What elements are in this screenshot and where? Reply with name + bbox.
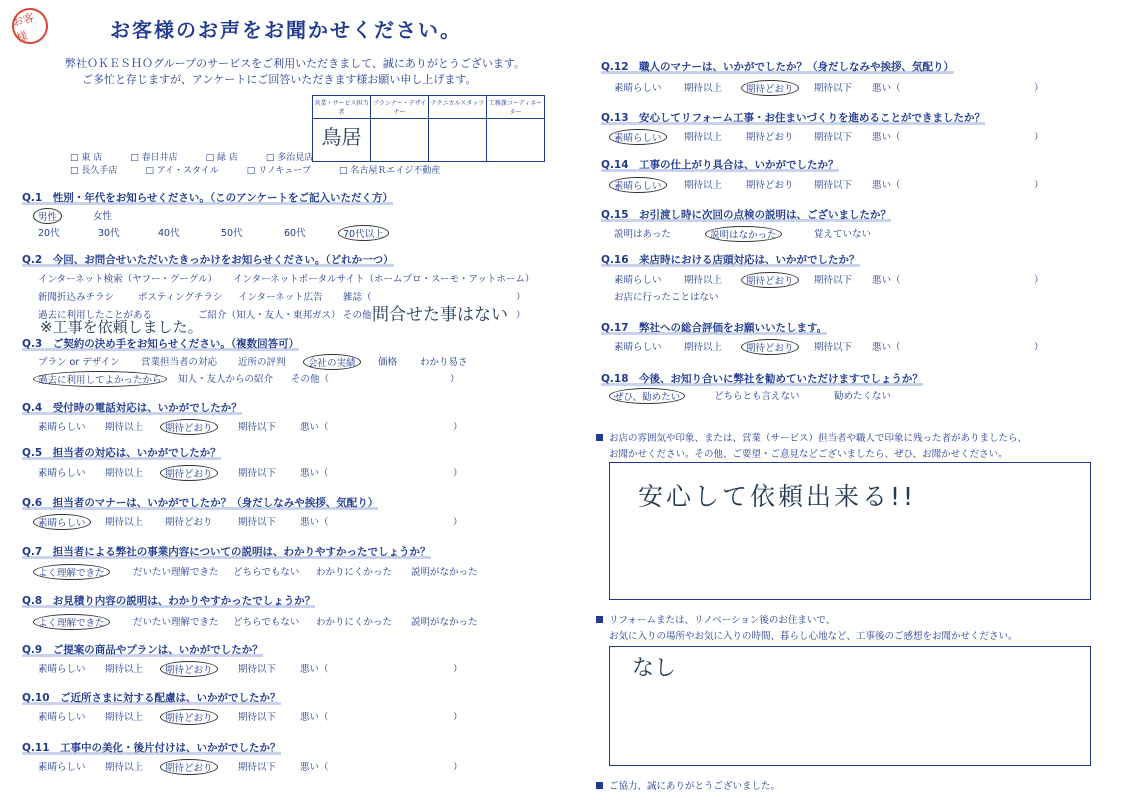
q8-option[interactable]: わかりにくかった	[316, 617, 393, 628]
q3-option[interactable]: 知人・友人からの紹介	[178, 374, 274, 385]
q10-option[interactable]: 悪い（	[300, 712, 329, 723]
store-option[interactable]: □ 名古屋Ｒエイジ不動産	[339, 165, 440, 178]
q2-handwritten-note: ※工事を依頼しました。	[40, 318, 203, 336]
q6-option[interactable]: 期待以上	[105, 517, 144, 528]
q17-option[interactable]: 素晴らしい	[614, 342, 662, 353]
q3-option[interactable]: プラン or デザイン	[38, 357, 120, 368]
staff-header-technical: テクニカルスタッフ	[429, 96, 487, 119]
q11-option[interactable]: 期待以上	[105, 762, 144, 773]
q1-gender-female[interactable]: 女性	[93, 211, 113, 222]
q17-option-selected[interactable]: 期待どおり	[741, 339, 799, 355]
store-option-checked[interactable]: □ 春日井店	[130, 152, 177, 165]
q6-option[interactable]: 悪い（	[300, 517, 329, 528]
staff-value-coordinator[interactable]	[487, 119, 545, 162]
q13-option[interactable]: 悪い（	[872, 132, 901, 143]
q12-option[interactable]: 期待以上	[684, 83, 723, 94]
q12-paren-close: ）	[1034, 83, 1044, 94]
staff-header-sales: 営業・サービス担当者	[313, 96, 371, 119]
store-option[interactable]: □ 東 店	[70, 152, 102, 165]
q8-option[interactable]: だいたい理解できた	[133, 617, 219, 628]
q8-option[interactable]: どちらでもない	[233, 617, 300, 628]
company-stamp: お客様	[8, 4, 52, 48]
q3-option-selected[interactable]: 過去に利用してよかったから	[33, 371, 167, 387]
q14-paren-close: ）	[1034, 180, 1044, 191]
q3-option[interactable]: わかり易さ	[420, 357, 468, 368]
q2-paren-close: ）	[516, 292, 526, 303]
q13-option-selected[interactable]: 素晴らしい	[609, 129, 667, 145]
q5-paren-close: ）	[453, 468, 463, 479]
q2-paren-close: ）	[516, 310, 526, 321]
q8-question: Q.8 お見積り内容の説明は、わかりやすかったでしょうか？	[22, 595, 316, 607]
q10-paren-close: ）	[453, 712, 463, 723]
q9-option[interactable]: 悪い（	[300, 664, 329, 675]
q12-option[interactable]: 期待以下	[814, 83, 853, 94]
comment2-handwritten: なし	[632, 656, 677, 681]
q13-paren-close: ）	[1034, 132, 1044, 143]
q2-option[interactable]: 雑誌（	[343, 292, 372, 303]
comment1-label-2: お聞かせください。その他、ご要望・ご意見などございましたら、ぜひ、お聞かせください。	[609, 449, 1008, 460]
q13-option[interactable]: 期待以下	[814, 132, 853, 143]
store-option[interactable]: □ 緑 店	[206, 152, 238, 165]
q1-age[interactable]: 60代	[284, 228, 306, 239]
q11-option[interactable]: 素晴らしい	[38, 762, 86, 773]
q5-option[interactable]: 悪い（	[300, 468, 329, 479]
q9-option[interactable]: 期待以上	[105, 664, 144, 675]
q17-question: Q.17 弊社への総合評価をお願いいたします。	[601, 322, 828, 334]
q6-option[interactable]: 期待以下	[238, 517, 277, 528]
q14-option[interactable]: 悪い（	[872, 180, 901, 191]
staff-header-coordinator: 工務課コーディネーター	[487, 96, 545, 119]
q4-option[interactable]: 悪い（	[300, 422, 329, 433]
comment1-handwritten: 安心して依頼出来る!!	[638, 482, 917, 511]
staff-value-sales[interactable]: 鳥居	[313, 119, 371, 162]
q16-option[interactable]: 期待以下	[814, 275, 853, 286]
q17-paren-close: ）	[1034, 342, 1044, 353]
q18-option[interactable]: どちらとも言えない	[714, 391, 800, 402]
store-checklist	[70, 152, 440, 178]
q7-option[interactable]: だいたい理解できた	[133, 567, 219, 578]
q9-option[interactable]: 素晴らしい	[38, 664, 86, 675]
q4-option[interactable]: 素晴らしい	[38, 422, 86, 433]
q14-option[interactable]: 期待どおり	[746, 180, 794, 191]
q3-question: Q.3 ご契約の決め手をお知らせください。（複数回答可）	[22, 338, 300, 350]
q7-option-selected[interactable]: よく理解できた	[33, 564, 110, 580]
intro-line-2: ご多忙と存じますが、アンケートにご回答いただきます様お願い申し上げます。	[82, 73, 477, 86]
q4-paren-close: ）	[453, 422, 463, 433]
q7-option[interactable]: どちらでもない	[233, 567, 300, 578]
q14-option[interactable]: 期待以上	[684, 180, 723, 191]
q2-option[interactable]: インターネット検索（ヤフー・グーグル）	[38, 274, 218, 285]
q13-option[interactable]: 期待どおり	[746, 132, 794, 143]
q1-age[interactable]: 50代	[221, 228, 243, 239]
q1-question: Q.1 性別・年代をお知らせください。（このアンケートをご記入いただく方）	[22, 192, 394, 204]
q10-option[interactable]: 期待以下	[238, 712, 277, 723]
q3-paren-close: ）	[450, 374, 460, 385]
page-title: お客様のお声をお聞かせください。	[110, 18, 462, 42]
q15-question: Q.15 お引渡し時に次回の点検の説明は、ございましたか？	[601, 209, 892, 221]
q7-option[interactable]: わかりにくかった	[316, 567, 393, 578]
q1-age-selected[interactable]: 70代以上	[338, 225, 389, 241]
store-option[interactable]: □ アイ・スタイル	[145, 165, 218, 178]
thanks-line: ご協力、誠にありがとうございました。	[596, 778, 780, 792]
q16-option[interactable]: 期待以上	[684, 275, 723, 286]
q6-question: Q.6 担当者のマナーは、いかがでしたか？（身だしなみや挨拶、気配り）	[22, 497, 379, 509]
q16-extra-option[interactable]: お店に行ったことはない	[614, 292, 719, 303]
q7-question: Q.7 担当者による弊社の事業内容についての説明は、わかりやすかったでしょうか？	[22, 546, 431, 558]
q12-option-selected[interactable]: 期待どおり	[741, 80, 799, 96]
q11-question: Q.11 工事中の美化・後片付けは、いかがでしたか？	[22, 742, 281, 754]
q3-option-other[interactable]: その他（	[291, 374, 330, 385]
q13-question: Q.13 安心してリフォーム工事・お住まいづくりを進めることができましたか？	[601, 112, 986, 124]
store-option[interactable]: □ リノキューブ	[247, 165, 311, 178]
staff-header-planner: プランナー・デザイナー	[371, 96, 429, 119]
q5-option[interactable]: 素晴らしい	[38, 468, 86, 479]
q1-age[interactable]: 20代	[38, 228, 60, 239]
q2-option[interactable]: インターネット広告	[238, 292, 323, 303]
q4-question: Q.4 受付時の電話対応は、いかがでしたか？	[22, 402, 242, 414]
q10-option-selected[interactable]: 期待どおり	[160, 709, 218, 725]
q12-question: Q.12 職人のマナーは、いかがでしたか？（身だしなみや挨拶、気配り）	[601, 61, 955, 73]
store-option[interactable]: □ 多治見店	[266, 152, 313, 165]
q9-question: Q.9 ご提案の商品やプランは、いかがでしたか？	[22, 644, 263, 656]
q15-option[interactable]: 覚えていない	[814, 229, 872, 240]
q3-option[interactable]: 営業担当者の対応	[141, 357, 218, 368]
q2-option[interactable]: 過去に利用したことがある	[38, 310, 153, 321]
q13-option[interactable]: 期待以上	[684, 132, 723, 143]
q3-option[interactable]: 価格	[378, 357, 398, 368]
q15-option-selected[interactable]: 説明はなかった	[705, 226, 782, 242]
q18-option[interactable]: 勧めたくない	[834, 391, 892, 402]
q6-option-selected[interactable]: 素晴らしい	[33, 514, 91, 530]
q11-option-selected[interactable]: 期待どおり	[160, 759, 218, 775]
q7-option[interactable]: 説明がなかった	[411, 567, 478, 578]
intro-line-1: 弊社ＯＫＥＳＨＯグループのサービスをご利用いただきまして、誠にありがとうございます。	[65, 57, 526, 70]
q9-paren-close: ）	[453, 664, 463, 675]
comment2-box[interactable]	[609, 646, 1091, 766]
q4-option[interactable]: 期待以上	[105, 422, 144, 433]
q6-option[interactable]: 期待どおり	[165, 517, 213, 528]
q12-option[interactable]: 悪い（	[872, 83, 901, 94]
q18-option-selected[interactable]: ぜひ、勧めたい	[609, 388, 685, 404]
q2-option-other[interactable]: その他（	[343, 310, 382, 321]
q5-option[interactable]: 期待以下	[238, 468, 277, 479]
comment2-label-1: リフォームまたは、リノベーション後のお住まいで、	[596, 612, 835, 626]
q18-question: Q.18 今後、お知り合いに弊社を勧めていただけますでしょうか？	[601, 373, 923, 385]
q2-option[interactable]: 新聞折込みチラシ	[38, 292, 115, 303]
q17-option[interactable]: 期待以下	[814, 342, 853, 353]
q17-option[interactable]: 期待以上	[684, 342, 723, 353]
q2-handwritten-other: 問合せた事はない	[372, 305, 508, 325]
q5-option[interactable]: 期待以上	[105, 468, 144, 479]
q16-option[interactable]: 悪い（	[872, 275, 901, 286]
q6-paren-close: ）	[453, 517, 463, 528]
q8-option[interactable]: 説明がなかった	[411, 617, 478, 628]
q16-option[interactable]: 素晴らしい	[614, 275, 662, 286]
comment1-label-1: お店の雰囲気や印象、または、営業（サービス）担当者や職人で印象に残った者がありましたら、	[596, 430, 1027, 444]
store-option[interactable]: □ 長久手店	[70, 165, 117, 178]
q12-option[interactable]: 素晴らしい	[614, 83, 662, 94]
q9-option-selected[interactable]: 期待どおり	[160, 661, 218, 677]
q11-option[interactable]: 悪い（	[300, 762, 329, 773]
q3-option-selected[interactable]: 会社の実績	[303, 354, 361, 370]
q3-option[interactable]: 近所の評判	[238, 357, 286, 368]
q14-option-selected[interactable]: 素晴らしい	[609, 177, 667, 193]
q15-option[interactable]: 説明はあった	[614, 229, 671, 240]
q11-option[interactable]: 期待以下	[238, 762, 277, 773]
q5-option-selected[interactable]: 期待どおり	[160, 465, 218, 481]
q2-option[interactable]: ご紹介（知人・友人・東邦ガス）	[198, 310, 341, 321]
q14-option[interactable]: 期待以下	[814, 180, 853, 191]
q4-option[interactable]: 期待以下	[238, 422, 277, 433]
q14-question: Q.14 工事の仕上がり具合は、いかがでしたか？	[601, 159, 839, 171]
q17-option[interactable]: 悪い（	[872, 342, 901, 353]
q10-option[interactable]: 期待以上	[105, 712, 144, 723]
q16-paren-close: ）	[1034, 275, 1044, 286]
q1-gender-male[interactable]: 男性	[33, 208, 62, 224]
q2-option[interactable]: インターネットポータルサイト（ホームプロ・スーモ・アットホーム）	[233, 274, 535, 285]
q4-option-selected[interactable]: 期待どおり	[160, 419, 218, 435]
q16-option-selected[interactable]: 期待どおり	[741, 272, 799, 288]
q2-question: Q.2 今回、お問合せいただいたきっかけをお知らせください。（どれか一つ）	[22, 254, 394, 266]
q2-option[interactable]: ポスティングチラシ	[138, 292, 223, 303]
q11-paren-close: ）	[453, 762, 463, 773]
comment2-label-2: お気に入りの場所やお気に入りの時間、暮らし心地など、工事後のご感想をお聞かせください。	[609, 631, 1018, 642]
comment1-box[interactable]	[609, 462, 1091, 600]
q10-question: Q.10 ご近所さまに対する配慮は、いかがでしたか？	[22, 692, 281, 704]
q9-option[interactable]: 期待以下	[238, 664, 277, 675]
q1-age[interactable]: 40代	[158, 228, 180, 239]
q1-age[interactable]: 30代	[98, 228, 120, 239]
q16-question: Q.16 来店時における店頭対応は、いかがでしたか？	[601, 254, 860, 266]
q5-question: Q.5 担当者の対応は、いかがでしたか？	[22, 447, 221, 459]
q10-option[interactable]: 素晴らしい	[38, 712, 86, 723]
q8-option-selected[interactable]: よく理解できた	[33, 614, 110, 630]
